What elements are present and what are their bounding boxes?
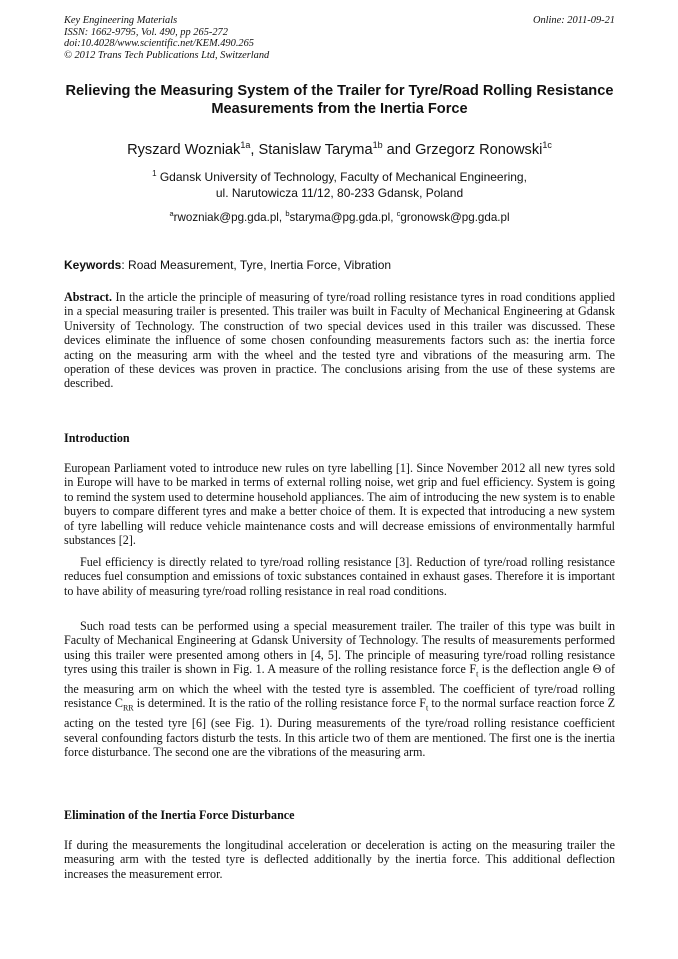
author-and: and xyxy=(382,141,416,158)
abstract-label: Abstract. xyxy=(64,290,113,304)
journal-header xyxy=(64,15,269,61)
subscript: t xyxy=(476,669,479,679)
author-name: Ryszard Wozniak xyxy=(127,141,241,158)
text-run: to the normal surface reaction force Z acting on the tested tyre [6] (see Fig. 1). During measurements of the tyre/road rolling resistance coefficient several confounding factors disturb the tests. In this article two of them are mentioned. The first one is the inertia force disturbance. The second one are the vibrations of the measuring arm. xyxy=(64,696,615,760)
subscript: t xyxy=(425,703,429,713)
intro-paragraph-3 xyxy=(64,619,615,759)
keywords-text: : Road Measurement, Tyre, Inertia Force, Vibration xyxy=(121,258,392,272)
email-list: $^a$rwozniak@pg.gda.pl, $^b$staryma@pg.gda.pl, $^c$gronowsk@pg.gda.pl xyxy=(169,209,510,224)
email-sup: c xyxy=(396,209,401,218)
elimination-paragraph-1: If during the measurements the longitudinal acceleration or deceleration is acting on the measuring trailer the measuring arm with the tested tyre is deflected additionally by the inertia force. This additional deflection increases the measurement error. xyxy=(64,838,615,881)
email-sup: a xyxy=(169,209,174,218)
affiliation-line1: Gdansk University of Technology, Faculty of Mechanical Engineering, xyxy=(156,170,527,184)
author-sup: 1a xyxy=(240,140,251,150)
email-link[interactable]: staryma@pg.gda.pl xyxy=(289,210,391,224)
copyright: © 2012 Trans Tech Publications Ltd, Switzerland xyxy=(64,49,270,61)
keywords xyxy=(64,258,615,272)
keywords-label: Keywords xyxy=(64,258,122,272)
author-name: Stanislaw Taryma xyxy=(258,141,373,158)
email-link[interactable]: gronowsk@pg.gda.pl xyxy=(400,210,510,224)
intro-paragraph-1: European Parliament voted to introduce new rules on tyre labelling [1]. Since November 2012 all new tyres sold in Europe will have to be marked in terms of external rolling noise, wet grip and fuel efficiency. System is going to remind the system used to determine household appliances. The aim of introducing the new system is to enable buyers to compare different tyres and make a better choice of them. It is expected that introducing a new system of tyre labelling will reduce vehicle maintenance costs and will decrease emissions of environmentally harmful substances [2]. xyxy=(64,461,615,548)
affiliation xyxy=(64,166,615,201)
abstract-text: In the article the principle of measuring of tyre/road rolling resistance tyres in road conditions applied in a special measuring trailer is presented. This trailer was built in Faculty of Mechanical Engineering at Gdansk University of Technology. The construction of two special devices used in this trailer was discussed. These devices eliminate the influence of some chosen confounding measurements factors such as: the inertia force acting on the measuring arm with the wheel and the tested tyre and vibrations of the measuring arm. The operation of these devices was proven in practice. The conclusions arising from the use of these systems are described. xyxy=(64,290,615,391)
issn: ISSN: 1662-9795, Vol. 490, pp 265-272 xyxy=(64,26,228,38)
abstract xyxy=(64,290,615,391)
section-heading-elimination: Elimination of the Inertia Force Disturbance xyxy=(64,808,295,822)
author-sup: 1b xyxy=(372,140,383,150)
subscript: RR xyxy=(122,703,134,713)
affiliation-line2: ul. Narutowicza 11/12, 80-233 Gdansk, Poland xyxy=(215,185,464,200)
text-run: is determined. It is the ratio of the rolling resistance force F xyxy=(133,696,426,711)
email-sup: b xyxy=(285,209,290,218)
text-run: Such road tests can be performed using a special measurement trailer. The trailer of this type was built in Faculty of Mechanical Engineering at Gdansk University of Technology. The results of measurements performed using this trailer were presented among others in [4, 5]. The principle of measuring tyre/road rolling resistance tyres using this trailer is shown in Fig. 1. A measure of the rolling resistance force F xyxy=(64,619,615,677)
paper-title: Relieving the Measuring System of the Trailer for Tyre/Road Rolling Resistance Measurements from the Inertia Force xyxy=(65,83,614,117)
text-run: is the deflection angle Θ of the measuring arm on which the wheel with the tested tyre is assembled. The coefficient of tyre/road rolling resistance C xyxy=(64,662,615,711)
section-heading-introduction: Introduction xyxy=(64,431,130,445)
author-name: Grzegorz Ronowski xyxy=(415,141,543,158)
author-separator: , xyxy=(250,141,259,158)
doi: doi:10.4028/www.scientific.net/KEM.490.265 xyxy=(64,38,254,50)
journal-name: Key Engineering Materials xyxy=(64,15,178,26)
online-date: Online: 2011-09-21 xyxy=(532,15,615,26)
email-link[interactable]: rwozniak@pg.gda.pl xyxy=(173,210,279,224)
author-sup: 1c xyxy=(542,140,552,150)
affiliation-sup: 1 xyxy=(152,169,157,178)
intro-paragraph-2: Fuel efficiency is directly related to tyre/road rolling resistance [3]. Reduction of tyre/road rolling resistance reduces fuel consumption and emissions of toxic substances contained in exhaust gases. Therefore it is important to have ability of measuring tyre/road rolling resistance in real road conditions. xyxy=(64,555,615,598)
author-list xyxy=(64,136,615,159)
